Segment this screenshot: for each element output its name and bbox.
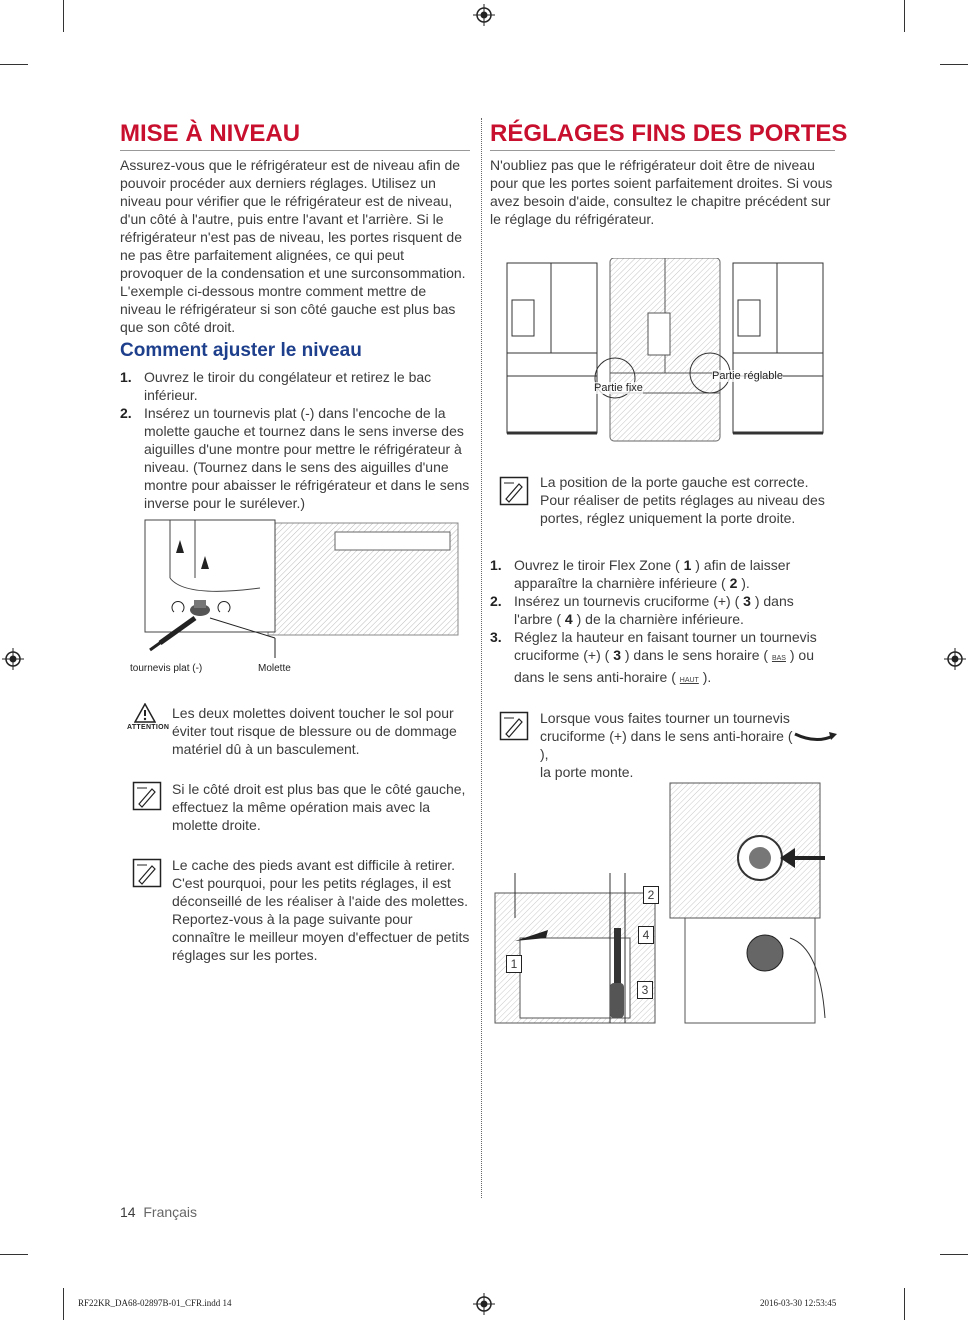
section-title-doors: RÉGLAGES FINS DES PORTES xyxy=(490,120,848,147)
language-label: Français xyxy=(143,1204,198,1220)
list-item: 2. Insérez un tournevis cruciforme (+) ( 3 ) dans l'arbre ( 4 ) de la charnière inférieure. xyxy=(490,593,794,627)
clockwise-arrow-icon: BAS xyxy=(771,655,786,662)
leveling-intro: Assurez-vous que le réfrigérateur est de niveau afin de pouvoir procéder aux derniers réglages. Utilisez un niveau pour vérifier que le réfrigérateur est de niveau, d'un côté à l'autre, puis entre l'avant et l'arrière. Si le réfrigérateur n'est pas de niveau, les portes risquent de ne pas être parfaitement alignées, ce qui peut provoquer de la condensation et une surconsommation. L'exemple ci-dessous montre comment mettre de niveau le réfrigérateur si son côté gauche est plus bas que son côté droit. xyxy=(120,157,466,335)
title-rule xyxy=(490,150,835,151)
counterclockwise-arrow-icon: HAUT xyxy=(679,677,699,684)
note-icon xyxy=(499,476,529,506)
registration-mark-icon xyxy=(473,4,495,26)
note-icon xyxy=(132,781,162,811)
warning-label: ATTENTION xyxy=(127,724,170,731)
list-item: 1. Ouvrez le tiroir du congélateur et retirez le bac inférieur. xyxy=(120,369,432,403)
leveling-steps xyxy=(120,368,470,512)
callout-3: 3 xyxy=(637,981,653,999)
doors-intro: N'oubliez pas que le réfrigérateur doit être de niveau pour que les portes soient parfaitement droites. Si vous avez besoin d'aide, consultez le chapitre précédent sur le réglage du réfrigérateur. xyxy=(490,157,833,227)
list-item: 1. Ouvrez le tiroir Flex Zone ( 1 ) afin de laisser apparaître la charnière inférieure ( 2 ). xyxy=(490,557,791,591)
crop-mark xyxy=(63,1288,64,1320)
note-door-rises: Lorsque vous faites tourner un tournevis cruciforme (+) dans le sens anti-horaire (), la porte monte. xyxy=(540,709,840,781)
crop-mark xyxy=(0,1254,28,1255)
print-file-name: RF22KR_DA68-02897B-01_CFR.indd 14 xyxy=(78,1298,232,1308)
counterclockwise-arrow-icon xyxy=(793,730,839,744)
wheel-label: Molette xyxy=(258,663,291,674)
page-number-footer xyxy=(120,1204,197,1220)
door-steps xyxy=(490,556,835,690)
subsection-title: Comment ajuster le niveau xyxy=(120,340,362,361)
page-number: 14 xyxy=(120,1204,136,1220)
callout-4: 4 xyxy=(638,926,654,944)
screwdriver-label: tournevis plat (-) xyxy=(130,663,203,674)
registration-mark-icon xyxy=(2,648,24,670)
crop-mark xyxy=(904,1288,905,1320)
warning-triangle-icon xyxy=(134,703,156,723)
crop-mark xyxy=(940,64,968,65)
print-date: 2016-03-30 12:53:45 xyxy=(760,1298,837,1308)
callout-1: 1 xyxy=(506,955,522,973)
list-item: 2. Insérez un tournevis plat (-) dans l'encoche de la molette gauche et tournez dans le sens inverse des aiguilles d'une montre pour mettre le réfrigérateur à niveau. (Tournez dans le sens des aiguilles d'une montre pour abaisser le réfrigérateur et dans le sens inverse pour le surélever.) xyxy=(120,405,470,511)
column-divider xyxy=(481,118,482,1198)
registration-mark-icon xyxy=(473,1293,495,1315)
note-left-door: La position de la porte gauche est correcte. Pour réaliser de petits réglages au niveau des portes, réglez uniquement la porte droite. xyxy=(540,474,825,526)
section-title-leveling: MISE À NIVEAU xyxy=(120,120,301,147)
crop-mark xyxy=(940,1254,968,1255)
title-rule xyxy=(120,150,470,151)
fixed-part-label: Partie fixe xyxy=(594,382,643,394)
callout-2: 2 xyxy=(643,886,659,904)
note-icon xyxy=(499,711,529,741)
warning-text: Les deux molettes doivent toucher le sol pour éviter tout risque de blessure ou de dommage matériel dû à un basculement. xyxy=(172,705,457,757)
fridge-doors-illustration xyxy=(505,258,830,443)
crop-mark xyxy=(904,0,905,32)
note-feet-cover: Le cache des pieds avant est difficile à retirer. C'est pourquoi, pour les petits réglages, il est déconseillé de les réaliser à l'aide des molettes. Reportez-vous à la page suivante pour connaître le meilleur moyen d'effectuer de petits réglages sur les portes. xyxy=(172,857,470,963)
adjustable-part-label: Partie réglable xyxy=(712,370,783,382)
registration-mark-icon xyxy=(944,648,966,670)
note-right-side: Si le côté droit est plus bas que le côté gauche, effectuez la même opération mais avec la molette droite. xyxy=(172,781,466,833)
hinge-adjustment-illustration xyxy=(490,778,840,1028)
note-icon xyxy=(132,858,162,888)
list-item: 3. Réglez la hauteur en faisant tourner un tournevis cruciforme (+) ( 3 ) dans le sens horaire ( BAS ) ou dans le sens anti-horaire ( HAUT ). xyxy=(490,629,817,685)
crop-mark xyxy=(0,64,28,65)
crop-mark xyxy=(63,0,64,32)
leveling-wheel-illustration xyxy=(140,518,460,683)
